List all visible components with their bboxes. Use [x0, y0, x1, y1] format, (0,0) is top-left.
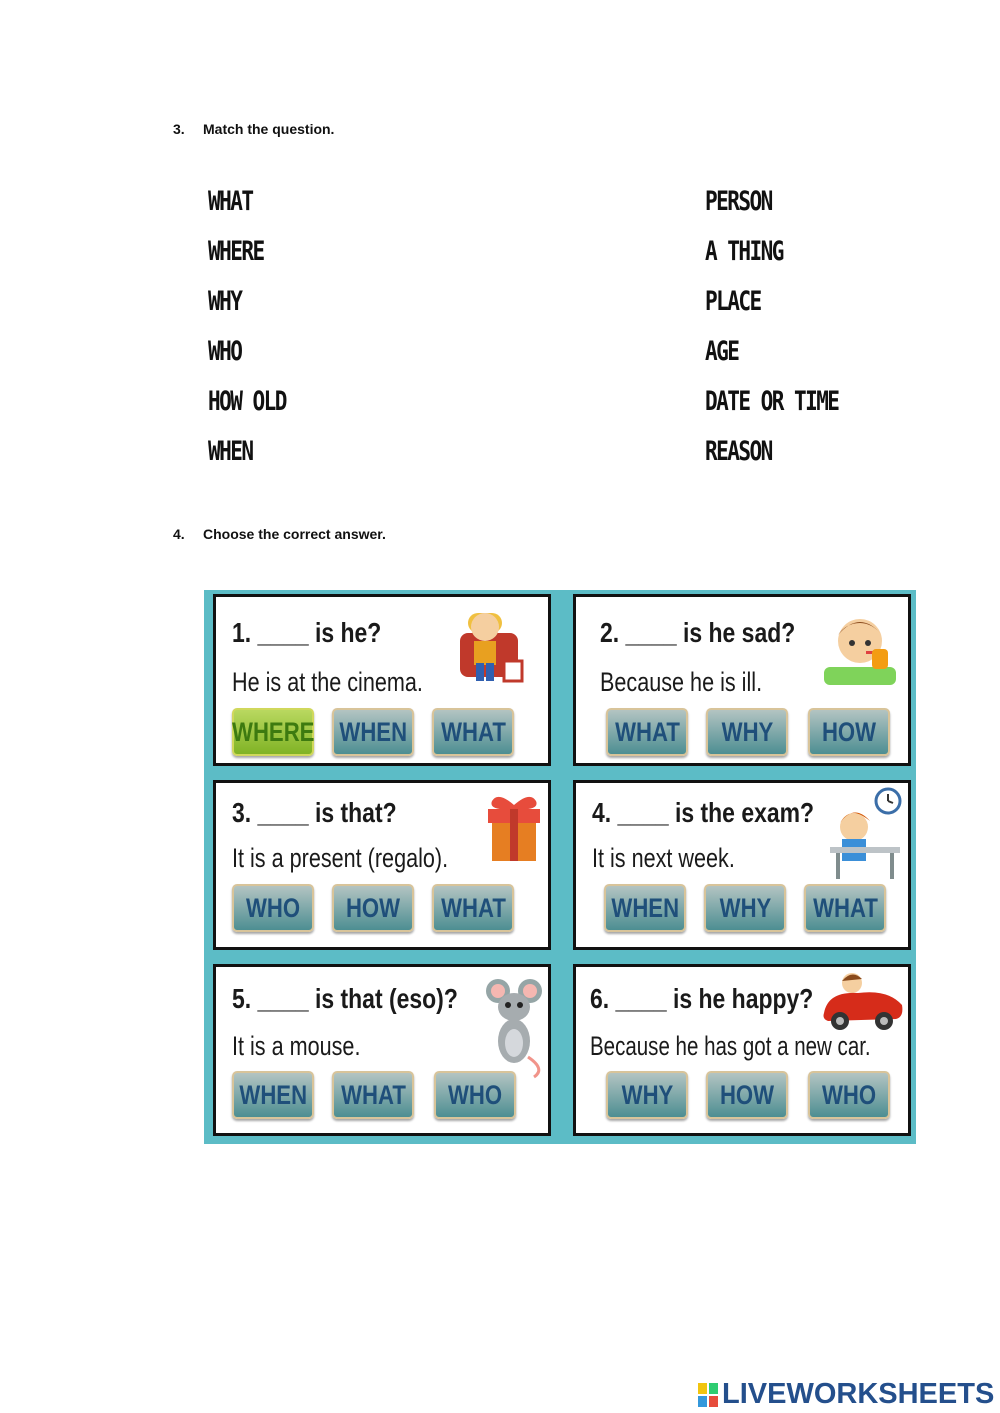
match-right-item[interactable]: REASON [705, 436, 772, 467]
boy-in-red-car-icon [818, 969, 906, 1033]
section-4-number: 4. [173, 526, 185, 542]
card-question: 4. ____ is the exam? [592, 797, 815, 828]
section-3-title: Match the question. [203, 121, 335, 137]
quiz-card-3 [213, 780, 551, 950]
quiz-card-1 [213, 594, 551, 766]
sick-boy-icon [822, 605, 898, 689]
option-button-why[interactable]: WHY [706, 708, 788, 756]
card-answer: He is at the cinema. [232, 667, 423, 697]
option-button-who[interactable]: WHO [232, 884, 314, 932]
section-3-heading [173, 121, 334, 137]
gift-box-icon [484, 791, 544, 865]
card-question: 2. ____ is he sad? [600, 617, 796, 648]
match-left-item[interactable]: WHERE [208, 236, 264, 267]
card-answer: It is next week. [592, 843, 735, 873]
option-button-why[interactable]: WHY [606, 1071, 688, 1119]
option-button-where[interactable]: WHERE [232, 708, 314, 756]
match-left-item[interactable]: WHO [208, 336, 242, 367]
card-question: 6. ____ is he happy? [590, 983, 814, 1014]
card-question: 1. ____ is he? [232, 617, 382, 648]
option-button-how[interactable]: HOW [706, 1071, 788, 1119]
quiz-card-2 [573, 594, 911, 766]
section-4-title: Choose the correct answer. [203, 526, 386, 542]
quiz-panel [204, 590, 916, 1144]
student-with-clock-icon [824, 787, 906, 883]
option-button-what[interactable]: WHAT [332, 1071, 414, 1119]
match-left-item[interactable]: HOW OLD [208, 386, 286, 417]
option-button-when[interactable]: WHEN [332, 708, 414, 756]
card-answer: Because he is ill. [600, 667, 763, 697]
card-question: 3. ____ is that? [232, 797, 397, 828]
option-button-why[interactable]: WHY [704, 884, 786, 932]
match-right-item[interactable]: A THING [705, 236, 783, 267]
option-button-what[interactable]: WHAT [432, 884, 514, 932]
section-4-heading [173, 526, 386, 542]
match-left-item[interactable]: WHEN [208, 436, 253, 467]
option-button-when[interactable]: WHEN [604, 884, 686, 932]
option-button-how[interactable]: HOW [332, 884, 414, 932]
mouse-icon [484, 973, 548, 1083]
match-right-item[interactable]: PLACE [705, 286, 761, 317]
match-right-item[interactable]: AGE [705, 336, 739, 367]
card-answer: Because he has got a new car. [590, 1031, 871, 1061]
liveworksheets-logo [697, 1378, 994, 1411]
match-right-item[interactable]: PERSON [705, 186, 772, 217]
quiz-card-4 [573, 780, 911, 950]
card-answer: It is a mouse. [232, 1031, 361, 1061]
match-left-item[interactable]: WHY [208, 286, 242, 317]
quiz-card-6 [573, 964, 911, 1136]
quiz-card-5 [213, 964, 551, 1136]
section-3-number: 3. [173, 121, 185, 137]
logo-text: LIVEWORKSHEETS [722, 1378, 995, 1410]
option-button-how[interactable]: HOW [808, 708, 890, 756]
card-question: 5. ____ is that (eso)? [232, 983, 458, 1014]
card-answer: It is a present (regalo). [232, 843, 449, 873]
match-left-item[interactable]: WHAT [208, 186, 253, 217]
liveworksheets-mark-icon [697, 1382, 719, 1408]
option-button-who[interactable]: WHO [808, 1071, 890, 1119]
option-button-what[interactable]: WHAT [606, 708, 688, 756]
option-button-what[interactable]: WHAT [432, 708, 514, 756]
option-button-who[interactable]: WHO [434, 1071, 516, 1119]
option-button-when[interactable]: WHEN [232, 1071, 314, 1119]
match-right-item[interactable]: DATE OR TIME [705, 386, 839, 417]
boy-in-cinema-seat-icon [458, 603, 528, 687]
option-button-what[interactable]: WHAT [804, 884, 886, 932]
